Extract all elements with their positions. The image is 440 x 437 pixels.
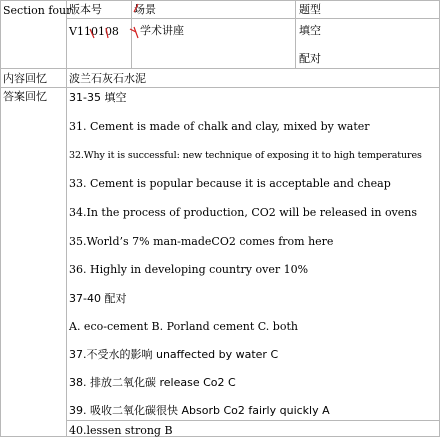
answer-line: 31. Cement is made of chalk and clay, mixed by water [69, 120, 370, 133]
answer-line: 39. 吸收二氧化碳很快 Absorb Co2 fairly quickly A [69, 404, 330, 417]
version-value: V110108 [69, 25, 119, 38]
answer-line: 38. 排放二氧化碳 release Co2 C [69, 376, 236, 389]
answer-line: 36. Highly in developing country over 10% [69, 263, 309, 276]
type-header: 题型 [299, 3, 321, 16]
grid-line [66, 0, 67, 437]
type-value-fill: 填空 [299, 24, 321, 37]
answer-line: 32.Why it is successful: new technique of exposing it to high temperatures [69, 150, 422, 161]
type-value-match: 配对 [299, 52, 321, 65]
answer-line: 37.不受水的影响 unaffected by water C [69, 348, 279, 361]
grid-line [66, 18, 440, 19]
grid-line [0, 0, 1, 437]
scene-value: 学术讲座 [140, 24, 184, 37]
version-header: 版本号 [69, 3, 102, 16]
content-recall-label: 内容回忆 [3, 72, 47, 85]
answer-line: 33. Cement is popular because it is acceptable and cheap [69, 177, 391, 190]
handwritten-mark-icon [84, 24, 164, 44]
scene-header: 场景 [134, 3, 156, 16]
content-recall-value: 波兰石灰石水泥 [69, 72, 146, 85]
answer-line: 31-35 填空 [69, 91, 127, 104]
answer-line: 40.lessen strong B [69, 424, 173, 437]
answer-line: A. eco-cement B. Porland cement C. both [69, 320, 298, 333]
answer-line: 37-40 配对 [69, 292, 127, 305]
handwritten-mark-icon [131, 2, 151, 16]
section-label: Section four [3, 4, 72, 17]
grid-line [295, 0, 296, 69]
answer-line: 35.World’s 7% man-madeCO2 comes from here [69, 235, 334, 248]
answer-line: 34.In the process of production, CO2 will be released in ovens [69, 206, 418, 219]
grid-line [66, 420, 440, 421]
answer-recall-label: 答案回忆 [3, 90, 47, 103]
